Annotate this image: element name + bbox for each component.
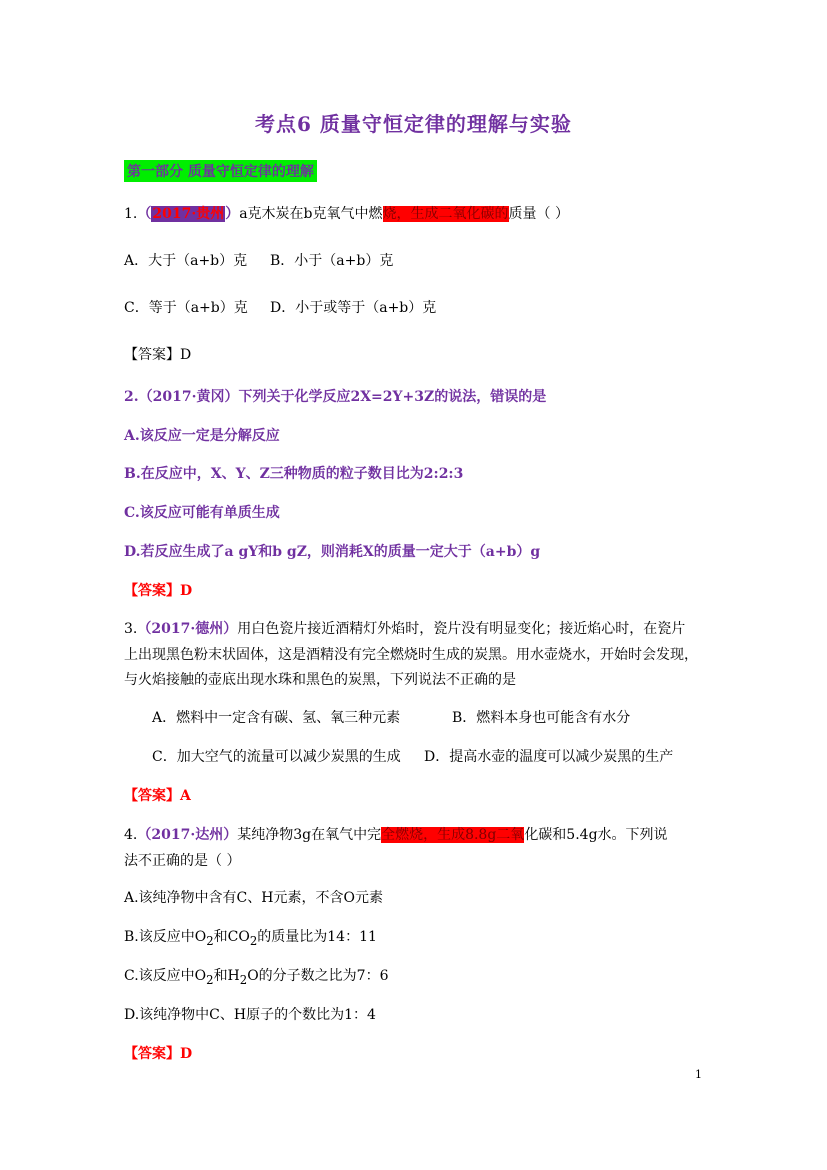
question-3-option-d: D．提高水壶的温度可以减少炭黑的生产: [424, 749, 674, 765]
question-3-line-3: 与火焰接触的壶底出现水珠和黑色的炭黑，下列说法不正确的是: [124, 672, 516, 688]
question-4-number: 4.: [124, 827, 138, 843]
question-3-source: （2017·德州）: [137, 621, 238, 637]
section-header: 第一部分 质量守恒定律的理解: [124, 160, 317, 182]
question-3-option-b: B．燃料本身也可能含有水分: [452, 710, 631, 726]
question-2-option-c: C.该反应可能有单质生成: [124, 505, 280, 521]
question-4-line-2: 法不正确的是（ ）: [124, 853, 241, 869]
question-4-line-1: 4.（2017·达州）某纯净物3g在氧气中完全燃烧，生成8.8g二氧化碳和5.4g水。下列说: [124, 827, 668, 843]
question-2-option-b: B.在反应中，X、Y、Z三种物质的粒子数目比为2:2:3: [124, 466, 464, 482]
question-2-answer: 【答案】D: [124, 583, 193, 599]
highlight: 烧，生成二氧化碳的: [382, 206, 509, 222]
question-1-stem: 1.（2017·贵州）a克木炭在b克氧气中燃烧，生成二氧化碳的质量（ ）: [124, 206, 569, 222]
question-1-option-a: A．大于（a+b）克: [124, 253, 248, 269]
question-4-source: （2017·达州）: [137, 827, 238, 843]
question-1-option-c: C．等于（a+b）克: [124, 300, 248, 316]
question-2-option-a: A.该反应一定是分解反应: [124, 428, 280, 444]
question-1-source: 2017·贵州: [152, 206, 225, 222]
question-4-option-c: C.该反应中$O_2$和$H_2O$的分子数之比为7：6: [124, 968, 389, 987]
question-2-stem: 2.（2017·黄冈）下列关于化学反应2X=2Y+3Z的说法，错误的是: [124, 389, 547, 405]
question-3-option-a: A．燃料中一定含有碳、氢、氧三种元素: [152, 710, 401, 726]
question-3-answer: 【答案】A: [124, 788, 191, 804]
page-number: 1: [695, 1068, 702, 1081]
question-1-number: 1.: [124, 206, 138, 222]
question-4-option-a: A.该纯净物中含有C、H元素，不含O元素: [124, 890, 383, 906]
question-1-option-d: D．小于或等于（a+b）克: [270, 300, 437, 316]
question-3-line-1: 3.（2017·德州）用白色瓷片接近酒精灯外焰时，瓷片没有明显变化；接近焰心时，在瓷片: [124, 621, 686, 637]
question-4-option-d: D.该纯净物中C、H原子的个数比为1：4: [124, 1007, 376, 1023]
question-3-option-c: C．加大空气的流量可以减少炭黑的生成: [152, 749, 401, 765]
question-1-answer: 【答案】D: [124, 347, 192, 363]
question-1-option-b: B．小于（a+b）克: [270, 253, 394, 269]
question-4-option-b: B.该反应中$O_2$和$CO_2$的质量比为14：11: [124, 929, 377, 948]
question-2-option-d: D.若反应生成了a gY和b gZ，则消耗X的质量一定大于（a+b）g: [124, 544, 541, 560]
page-title: 考点6 质量守恒定律的理解与实验: [255, 112, 572, 136]
question-3-line-2: 上出现黑色粉末状固体，这是酒精没有完全燃烧时生成的炭黑。用水壶烧水，开始时会发现，: [124, 647, 698, 663]
question-4-answer: 【答案】D: [124, 1046, 193, 1062]
highlight: 全燃烧，生成8.8g二氧: [381, 827, 525, 843]
question-3-number: 3.: [124, 621, 138, 637]
